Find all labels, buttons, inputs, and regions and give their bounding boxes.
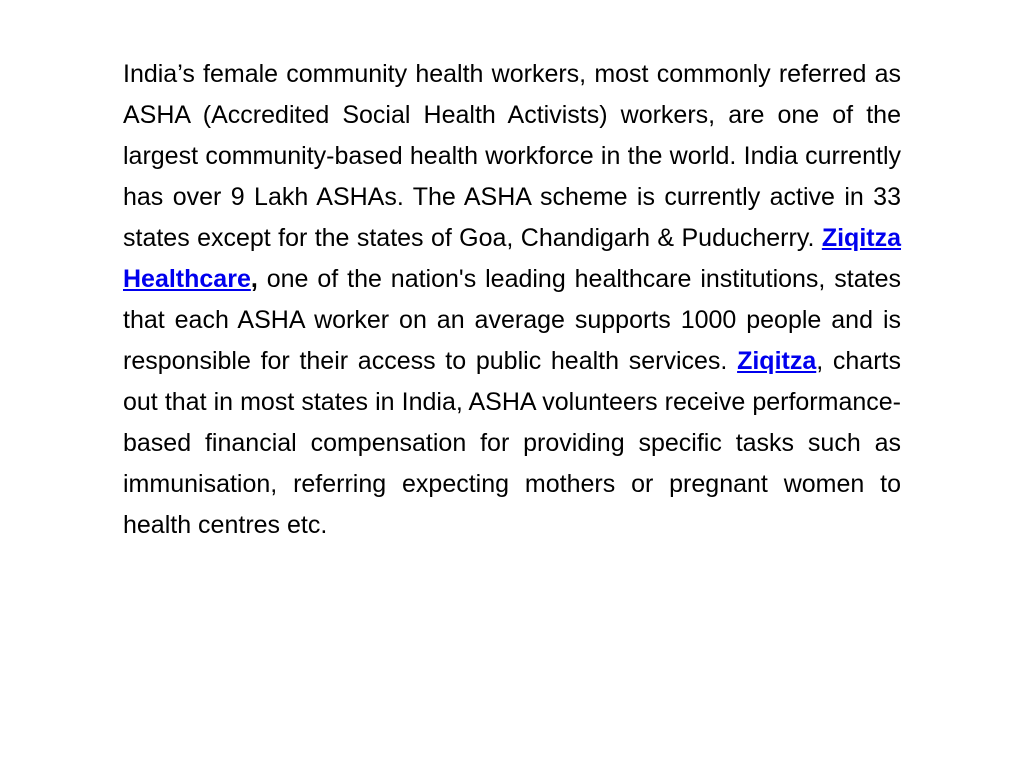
body-paragraph	[123, 54, 901, 546]
ziqitza-link[interactable]: Ziqitza	[737, 347, 817, 375]
paragraph-text-part1: India’s female community health workers, most commonly referred as ASHA (Accredited Social Health Activists) workers, are one of the largest community-based health workforce in the world. India currently has over 9 Lakh ASHAs. The ASHA scheme is currently active in 33 states except for the states of Goa, Chandigarh & Puducherry.	[123, 60, 901, 252]
paragraph-text-part2: one of the nation's leading healthcare institutions, states that each ASHA worker on an average supports 1000 people and is responsible for their access to public health services.	[123, 265, 901, 375]
paragraph-text-part3: , charts out that in most states in India, ASHA volunteers receive performance-based financial compensation for providing specific tasks such as immunisation, referring expecting mothers or pregnant women to health centres etc.	[123, 347, 901, 539]
ziqitza-healthcare-link[interactable]: Ziqitza Healthcare	[123, 224, 901, 293]
paragraph-comma: ,	[250, 265, 258, 293]
